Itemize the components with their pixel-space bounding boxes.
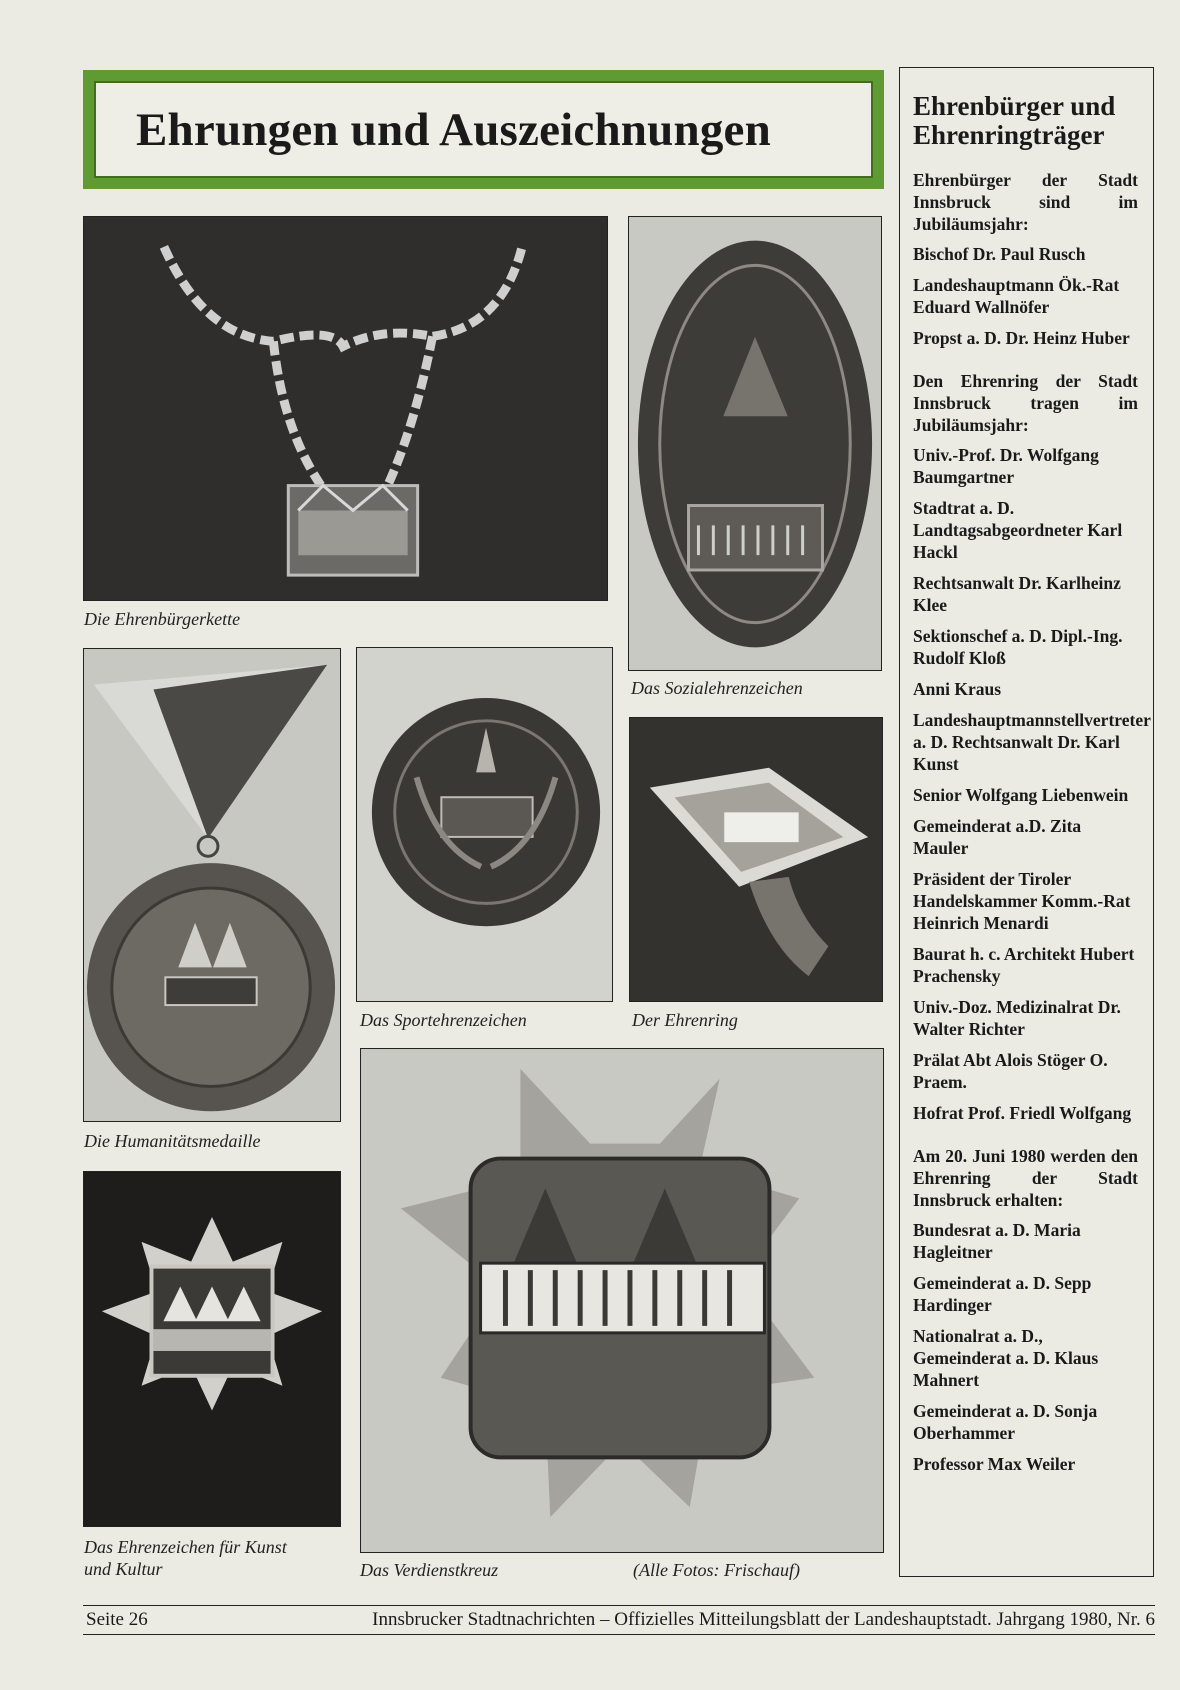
list-item: Stadtrat a. D. Landtagsabgeordneter Karl Hackl: [913, 498, 1123, 562]
list-item: Propst a. D. Dr. Heinz Huber: [913, 328, 1130, 348]
caption-kunst-kultur: Das Ehrenzeichen für Kunst und Kultur: [84, 1537, 287, 1579]
list-item: Professor Max Weiler: [913, 1454, 1076, 1474]
list-item: Landeshauptmannstellvertreter a. D. Rechtsanwalt Dr. Karl Kunst: [913, 710, 1151, 774]
page-number: Seite 26: [86, 1609, 148, 1630]
sidebar-title: Ehrenbürger und Ehrenringträger: [913, 91, 1116, 150]
photo-credit: (Alle Fotos: Frischauf): [633, 1560, 800, 1580]
sidebar-ehrenbuerger: [899, 67, 1154, 1577]
caption-humanitaetsmedaille: Die Humanitätsmedaille: [84, 1131, 261, 1151]
list-item: Univ.-Doz. Medizinalrat Dr. Walter Richter: [913, 997, 1121, 1039]
caption-verdienstkreuz: Das Verdienstkreuz: [360, 1560, 499, 1580]
list-item: Bundesrat a. D. Maria Hagleitner: [913, 1220, 1081, 1262]
list-item: Hofrat Prof. Friedl Wolfgang: [913, 1103, 1132, 1123]
caption-sportehrenzeichen: Das Sportehrenzeichen: [360, 1010, 527, 1030]
publication-line: Innsbrucker Stadtnachrichten – Offizielles Mitteilungsblatt der Landeshauptstadt. Jahrgang 1980, Nr. 6: [372, 1609, 1155, 1630]
list-item: Anni Kraus: [913, 679, 1002, 699]
caption-ehrenring: Der Ehrenring: [632, 1010, 738, 1030]
title-banner: [83, 70, 884, 189]
photo-ehrenbuergerkette: [83, 216, 608, 601]
photo-kunst-kultur: [83, 1171, 341, 1527]
list-item: Landeshauptmann Ök.-Rat Eduard Wallnöfer: [913, 275, 1120, 317]
intro-ehrenbuerger: Ehrenbürger der Stadt Innsbruck sind im Jubiläumsjahr:: [913, 170, 1138, 234]
list-item: Bischof Dr. Paul Rusch: [913, 244, 1086, 264]
list-item: Gemeinderat a. D. Sepp Hardinger: [913, 1273, 1092, 1315]
list-item: Rechtsanwalt Dr. Karlheinz Klee: [913, 573, 1121, 615]
photo-sportehrenzeichen: [356, 647, 613, 1002]
intro-ehrenring: Den Ehrenring der Stadt Innsbruck tragen im Jubiläumsjahr:: [913, 371, 1138, 435]
list-item: Baurat h. c. Architekt Hubert Prachensky: [913, 944, 1135, 986]
page-title: Ehrungen und Auszeichnungen: [94, 81, 873, 178]
photo-ehrenring: [629, 717, 883, 1002]
intro-neue-ehrenringtraeger: Am 20. Juni 1980 werden den Ehrenring der Stadt Innsbruck erhalten:: [913, 1146, 1138, 1210]
caption-sozialehrenzeichen: Das Sozialehrenzeichen: [631, 678, 803, 698]
list-item: Nationalrat a. D., Gemeinderat a. D. Klaus Mahnert: [913, 1326, 1099, 1390]
list-item: Gemeinderat a.D. Zita Mauler: [913, 816, 1082, 858]
list-item: Sektionschef a. D. Dipl.-Ing. Rudolf Kloß: [913, 626, 1123, 668]
list-item: Gemeinderat a. D. Sonja Oberhammer: [913, 1401, 1098, 1443]
list-item: Prälat Abt Alois Stöger O. Praem.: [913, 1050, 1108, 1092]
list-item: Univ.-Prof. Dr. Wolfgang Baumgartner: [913, 445, 1099, 487]
list-item: Senior Wolfgang Liebenwein: [913, 785, 1129, 805]
photo-verdienstkreuz: [360, 1048, 884, 1553]
caption-ehrenbuergerkette: Die Ehrenbürgerkette: [84, 609, 241, 629]
photo-sozialehrenzeichen: [628, 216, 882, 671]
photo-humanitaetsmedaille: [83, 648, 341, 1122]
page-footer: [83, 1605, 1155, 1635]
list-item: Präsident der Tiroler Handelskammer Komm.-Rat Heinrich Menardi: [913, 869, 1131, 933]
